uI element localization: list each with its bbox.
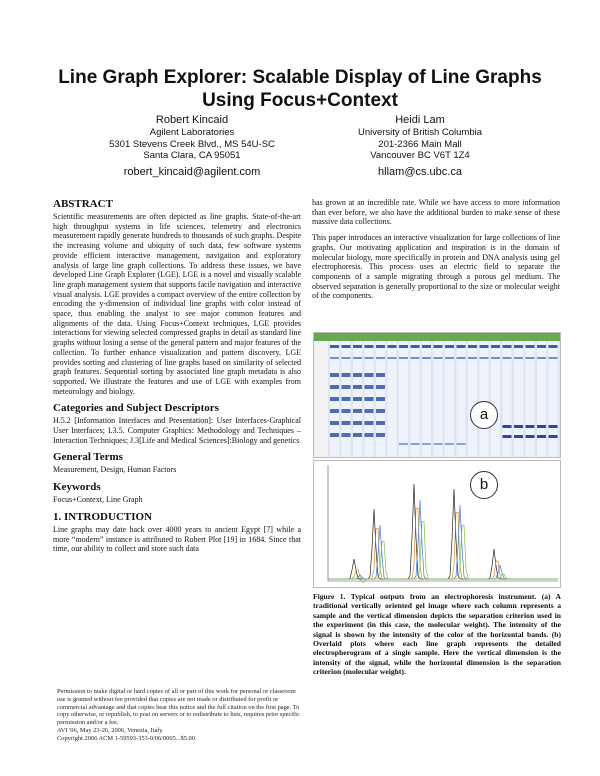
gel-band: [365, 397, 374, 401]
gel-band: [491, 357, 500, 359]
author-block: [72, 114, 312, 179]
abstract-heading: ABSTRACT: [53, 198, 113, 210]
gel-band: [457, 357, 466, 359]
series-line: [328, 484, 558, 579]
gel-band: [388, 345, 397, 348]
gel-band: [480, 357, 489, 359]
gel-band: [376, 397, 385, 401]
panel-label-a: a: [470, 401, 498, 429]
gel-band: [376, 385, 385, 389]
gel-image: [314, 333, 560, 457]
gel-band: [365, 433, 374, 437]
figure-1: [313, 332, 561, 588]
gel-band: [330, 433, 339, 437]
author-email: robert_kincaid@agilent.com: [123, 165, 261, 178]
gel-band: [480, 345, 489, 348]
gel-band: [514, 435, 523, 438]
gel-band: [537, 435, 546, 438]
gel-band: [353, 357, 362, 359]
gel-band: [353, 409, 362, 413]
gel-band: [503, 345, 512, 348]
gel-band: [457, 443, 466, 445]
author-name: Heidi Lam: [395, 114, 445, 126]
gel-band: [526, 345, 535, 348]
gel-band: [376, 409, 385, 413]
gel-band: [503, 435, 512, 438]
gel-band: [330, 397, 339, 401]
author-org: University of British Columbia: [357, 127, 483, 138]
gel-band: [365, 385, 374, 389]
gel-band: [526, 435, 535, 438]
gel-band: [503, 425, 512, 428]
gel-band: [411, 345, 420, 348]
gel-band: [549, 357, 558, 359]
gel-band: [411, 357, 420, 359]
gel-band: [342, 433, 351, 437]
gel-band: [342, 373, 351, 377]
gel-band: [445, 443, 454, 445]
gel-band: [342, 409, 351, 413]
gel-band: [526, 357, 535, 359]
author-address: 5301 Stevens Creek Blvd., MS 54U-SC: [109, 138, 275, 150]
gel-band: [376, 373, 385, 377]
author-address: 201-2366 Main Mall: [378, 138, 462, 150]
gel-band: [353, 345, 362, 348]
keywords-text: Focus+Context, Line Graph: [53, 495, 143, 505]
gel-band: [342, 397, 351, 401]
gel-band: [468, 357, 477, 359]
paragraph: This paper introduces an interactive visualization for large collections of line graphs. Our motivating application and inspiration is in the domain of molecular biology, more specifically in protein and DNA analysis using gel electrophoresis. This process uses an electric field to separate the components of a sample migrating through a porous gel medium. The observed separation is generally proportional to the size or molecular weight of the components.: [312, 233, 560, 301]
gel-band: [330, 345, 339, 348]
author-name: Robert Kincaid: [155, 114, 229, 126]
gel-band: [411, 443, 420, 445]
figure-caption: Figure 1. Typical outputs from an electrophoresis instrument. (a) A traditional vertically oriented gel image where each column represents a sample and the vertical dimension depicts the separation criterion used in the experiment (in this case, the molecular weight). The intensity of the signal is shown by the intensity of the color of the horizontal bands. (b) Overlaid plots where each line graph represents the detailed electropherogram of a single sample. Here the vertical dimension is the intensity of the signal, while the horizontal dimension is the separation criterion (molecular weight).: [313, 592, 561, 677]
author-city: Santa Clara, CA 95051: [143, 150, 241, 161]
abstract-text: Scientific measurements are often depicted as line graphs. State-of-the-art high throughput systems in life sciences, telemetry and electronics measurement rapidly generate hundreds to thousands of such graphs. Despite the increasing volume and ubiquity of such data, few software systems provide efficient interactive management, navigation and exploratory analysis of large line graph collections. To address these issues, we have developed Line Graph Explorer (LGE). LGE is a novel and visually scalable line graph management system that supports facile navigation and interactive visual analysis. LGE provides a compact overview of the entire collection by encoding the y-dimension of individual line graphs with color instead of space, thus enabling the analyst to see major common features and alignments of the data. Using Focus+Context techniques, LGE provides interactions for viewing selected compressed graphs in detail as standard line graphs without losing a sense of the general pattern and major features of the collection. To further enhance visualization and pattern discovery, LGE provides sorting and clustering of line graphs based on similarity of selected graph features. Sequential sorting by associated line graph metadata is also supported. We illustrate the features and use of LGE with examples from meteorology and biology.: [53, 212, 301, 396]
gel-band: [537, 345, 546, 348]
gel-band: [376, 421, 385, 425]
gel-band: [503, 357, 512, 359]
gel-band: [342, 421, 351, 425]
gel-band: [537, 357, 546, 359]
copyright-notice: [57, 688, 303, 743]
gel-band: [468, 345, 477, 348]
gel-band: [388, 357, 397, 359]
gel-band: [399, 443, 408, 445]
gel-band: [422, 345, 431, 348]
gel-band: [365, 409, 374, 413]
left-column: [53, 198, 301, 560]
gel-image-panel: [313, 332, 561, 458]
gel-band: [537, 425, 546, 428]
keywords-heading: Keywords: [53, 481, 101, 494]
series-line: [328, 508, 558, 579]
panel-label-b: b: [470, 471, 498, 499]
gel-band: [353, 373, 362, 377]
gel-band: [376, 345, 385, 348]
gel-band: [353, 421, 362, 425]
gel-band: [376, 357, 385, 359]
gel-band: [330, 385, 339, 389]
gel-band: [342, 385, 351, 389]
gel-band: [399, 345, 408, 348]
series-line: [328, 521, 558, 582]
gel-band: [353, 433, 362, 437]
gel-band: [422, 357, 431, 359]
gel-band: [365, 357, 374, 359]
gel-band: [514, 357, 523, 359]
gel-band: [330, 421, 339, 425]
gel-band: [434, 345, 443, 348]
general-terms-text: Measurement, Design, Human Factors: [53, 465, 177, 475]
author-block: [300, 114, 540, 179]
intro-text: Line graphs may date back over 4000 years to ancient Egypt [7] while a more “modern” instance is attributed to Robert Plot [19] in 1684. Since that time, our ability to collect and store such data: [53, 524, 301, 554]
gel-band: [491, 345, 500, 348]
gel-band: [330, 357, 339, 359]
electropherogram-plot: [314, 461, 560, 587]
gel-band: [434, 357, 443, 359]
series-line: [328, 500, 558, 579]
gel-band: [526, 425, 535, 428]
gel-band: [422, 443, 431, 445]
gel-band: [549, 345, 558, 348]
gel-band: [434, 443, 443, 445]
gel-band: [365, 373, 374, 377]
general-terms-heading: General Terms: [53, 451, 123, 464]
paragraph: has grown at an incredible rate. While we have access to more information than ever before, we also have the additional burden to make sense of these massive data collections.: [312, 198, 560, 227]
gel-band: [445, 357, 454, 359]
gel-band: [353, 385, 362, 389]
gel-band: [376, 433, 385, 437]
gel-band: [514, 425, 523, 428]
gel-header-strip: [314, 333, 560, 341]
gel-band: [514, 345, 523, 348]
gel-background: [328, 341, 560, 457]
right-column: [312, 198, 560, 307]
gel-band: [549, 425, 558, 428]
categories-heading: Categories and Subject Descriptors: [53, 402, 219, 415]
intro-heading: 1. INTRODUCTION: [53, 510, 153, 523]
gel-band: [342, 357, 351, 359]
author-city: Vancouver BC V6T 1Z4: [370, 150, 470, 161]
gel-band: [365, 345, 374, 348]
electropherogram-panel: [313, 460, 561, 588]
gel-band: [342, 345, 351, 348]
permission-text: Permission to make digital or hard copies of all or part of this work for personal or classroom use is granted without fee provided that copies are not made or distributed for profit or commercial advantage and that copies bear this notice and the full citation on the first page. To copy otherwise, or republish, to post on servers or to redistribute to lists, requires prior specific permission and/or a fee.: [57, 688, 300, 727]
gel-band: [365, 421, 374, 425]
gel-band: [457, 345, 466, 348]
gel-band: [549, 435, 558, 438]
author-org: Agilent Laboratories: [149, 127, 235, 138]
categories-text: H.5.2 [Information Interfaces and Presentation]: User Interfaces-Graphical User Interfaces; I.3.5. Computer Graphics: Methodology and Techniques – Interaction Techniques; J.3[Life and Medical Sciences]:Biology and genetics: [53, 416, 301, 445]
gel-band: [330, 373, 339, 377]
gel-band: [399, 357, 408, 359]
gel-band: [445, 345, 454, 348]
gel-band: [330, 409, 339, 413]
paper-title: Line Graph Explorer: Scalable Display of Line Graphs Using Focus+Context: [58, 67, 542, 111]
gel-band: [353, 397, 362, 401]
copyright-line: Copyright 2006 ACM 1-59593-353-0/06/0005...$5.00.: [57, 734, 197, 742]
author-email: hllam@cs.ubc.ca: [378, 165, 462, 178]
venue-text: AVI '06, May 23-26, 2006, Venezia, Italy.: [57, 726, 164, 734]
